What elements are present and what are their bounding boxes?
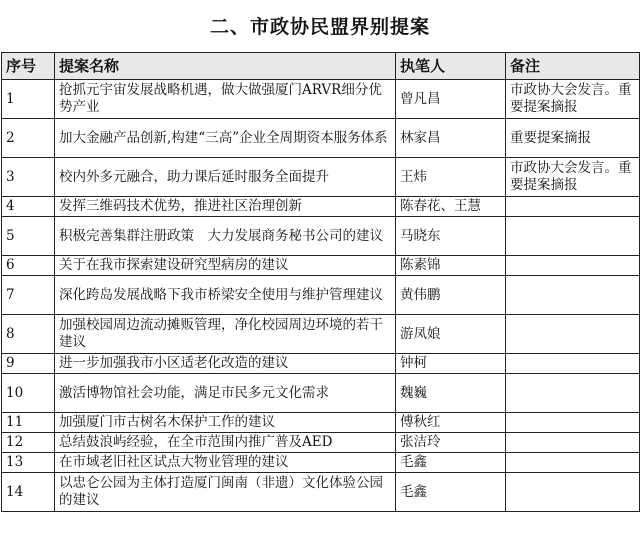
header-note: 备注: [506, 53, 640, 80]
cell-no: 9: [2, 354, 55, 374]
table-row: [2, 315, 640, 354]
cell-author: 林家昌: [396, 119, 506, 158]
section-title: 二、市政协民盟界别提案: [209, 16, 430, 38]
cell-author: 曾凡昌: [396, 80, 506, 119]
cell-note: [506, 276, 640, 315]
header-author: 执笔人: [396, 53, 506, 80]
table-row: [2, 217, 640, 256]
table-row: [2, 413, 640, 433]
table-row: [2, 119, 640, 158]
proposal-table: [1, 52, 640, 512]
cell-no: 5: [2, 217, 55, 256]
cell-no: 12: [2, 433, 55, 453]
table-row: [2, 256, 640, 276]
cell-author: 傅秋红: [396, 413, 506, 433]
cell-name: 关于在我市探索建设研究型病房的建议: [55, 256, 396, 276]
cell-name: 校内外多元融合，助力课后延时服务全面提升: [55, 158, 396, 197]
cell-no: 11: [2, 413, 55, 433]
cell-name: 抢抓元宇宙发展战略机遇，做大做强厦门ARVR细分优势产业: [55, 80, 396, 119]
table-row: [2, 276, 640, 315]
table-row: [2, 80, 640, 119]
table-row: [2, 354, 640, 374]
table-row: [2, 473, 640, 512]
table-row: [2, 197, 640, 217]
cell-name: 激活博物馆社会功能，满足市民多元文化需求: [55, 374, 396, 413]
cell-no: 13: [2, 453, 55, 473]
cell-no: 8: [2, 315, 55, 354]
table-row: [2, 433, 640, 453]
table-row: [2, 158, 640, 197]
cell-note: [506, 473, 640, 512]
cell-note: [506, 256, 640, 276]
cell-author: 陈素锦: [396, 256, 506, 276]
cell-author: 张洁玲: [396, 433, 506, 453]
cell-no: 6: [2, 256, 55, 276]
cell-author: 钟柯: [396, 354, 506, 374]
cell-note: [506, 374, 640, 413]
cell-no: 14: [2, 473, 55, 512]
cell-note: [506, 217, 640, 256]
cell-note: [506, 197, 640, 217]
cell-no: 2: [2, 119, 55, 158]
cell-name: 加强校园周边流动摊贩管理，净化校园周边环境的若干建议: [55, 315, 396, 354]
cell-note: [506, 433, 640, 453]
cell-name: 积极完善集群注册政策 大力发展商务秘书公司的建议: [55, 217, 396, 256]
header-name: 提案名称: [55, 53, 396, 80]
cell-author: 毛鑫: [396, 453, 506, 473]
cell-name: 进一步加强我市小区适老化改造的建议: [55, 354, 396, 374]
cell-no: 3: [2, 158, 55, 197]
cell-author: 毛鑫: [396, 473, 506, 512]
cell-author: 黄伟鹏: [396, 276, 506, 315]
table-header-row: [2, 53, 640, 80]
cell-note: [506, 453, 640, 473]
cell-author: 陈春花、王慧: [396, 197, 506, 217]
table-row: [2, 374, 640, 413]
cell-author: 游凤娘: [396, 315, 506, 354]
cell-name: 在市域老旧社区试点大物业管理的建议: [55, 453, 396, 473]
cell-note: 市政协大会发言。重要提案摘报: [506, 158, 640, 197]
header-no: 序号: [2, 53, 55, 80]
cell-note: [506, 315, 640, 354]
cell-name: 总结鼓浪屿经验，在全市范围内推广普及AED: [55, 433, 396, 453]
cell-note: 市政协大会发言。重要提案摘报: [506, 80, 640, 119]
cell-author: 魏巍: [396, 374, 506, 413]
cell-name: 加强厦门市古树名木保护工作的建议: [55, 413, 396, 433]
cell-note: 重要提案摘报: [506, 119, 640, 158]
cell-name: 发挥三维码技术优势，推进社区治理创新: [55, 197, 396, 217]
cell-name: 深化跨岛发展战略下我市桥梁安全使用与维护管理建议: [55, 276, 396, 315]
cell-no: 1: [2, 80, 55, 119]
cell-author: 马晓东: [396, 217, 506, 256]
cell-name: 加大金融产品创新,构建“三高”企业全周期资本服务体系: [55, 119, 396, 158]
cell-note: [506, 354, 640, 374]
cell-no: 4: [2, 197, 55, 217]
cell-author: 王炜: [396, 158, 506, 197]
cell-note: [506, 413, 640, 433]
cell-no: 10: [2, 374, 55, 413]
cell-name: 以忠仑公园为主体打造厦门闽南（非遗）文化体验公园的建议: [55, 473, 396, 512]
table-row: [2, 453, 640, 473]
cell-no: 7: [2, 276, 55, 315]
